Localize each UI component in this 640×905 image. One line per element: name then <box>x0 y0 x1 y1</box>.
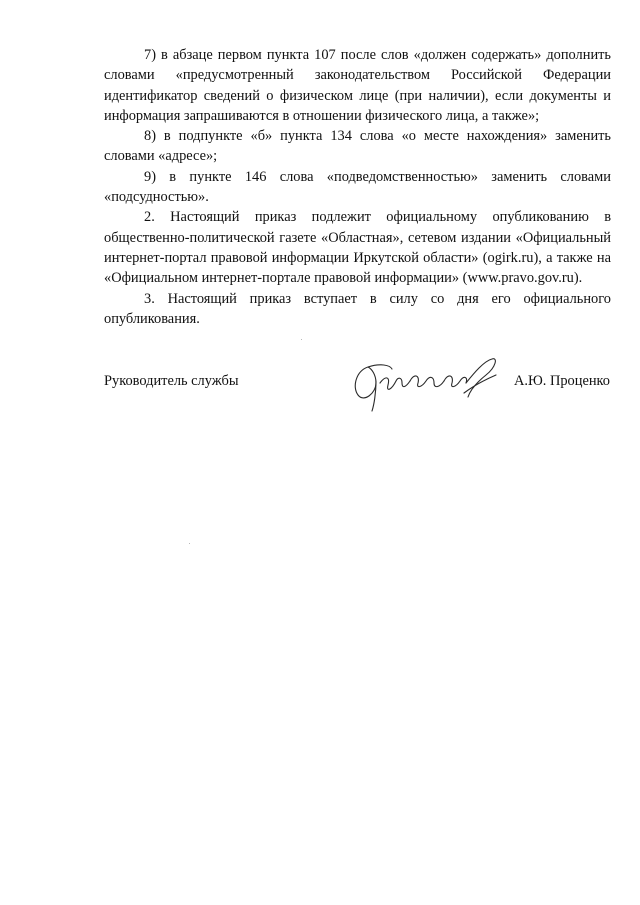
paragraph-clause-3: 3. Настоящий приказ вступает в силу со дня его официального опубликования. <box>104 290 611 327</box>
document-body <box>104 45 611 329</box>
paragraph-item-9: 9) в пункте 146 слова «подведомственностью» заменить словами «подсудностью». <box>104 168 611 206</box>
paragraph-item-8: 8) в подпункте «б» пункта 134 слова «о месте нахождения» заменить словами «адресе»; <box>104 128 611 165</box>
paragraph-clause-2: 2. Настоящий приказ подлежит официальному опубликованию в общественно-политической газете «Областная», сетевом издании «Официальный интернет-портал правовой информации Иркутской области» (ogirk.ru), а также на «Официальном интернет-портале правовой информации» (www.pravo.gov.ru). <box>104 209 611 287</box>
paragraph-item-7: 7) в абзаце первом пункта 107 после слов «должен содержать» дополнить словами «предусмотренный законодательством Российской Федерации идентификатор сведений о физическом лице (при наличии), если документы и информация запрашиваются в отношении физического лица, а также»; <box>104 47 611 124</box>
handwritten-signature <box>346 353 516 417</box>
signature-block <box>104 361 610 421</box>
signer-title: Руководитель службы <box>104 373 239 389</box>
signer-name: А.Ю. Проценко <box>513 373 610 389</box>
scan-speck <box>189 543 190 544</box>
scan-speck <box>301 339 302 340</box>
